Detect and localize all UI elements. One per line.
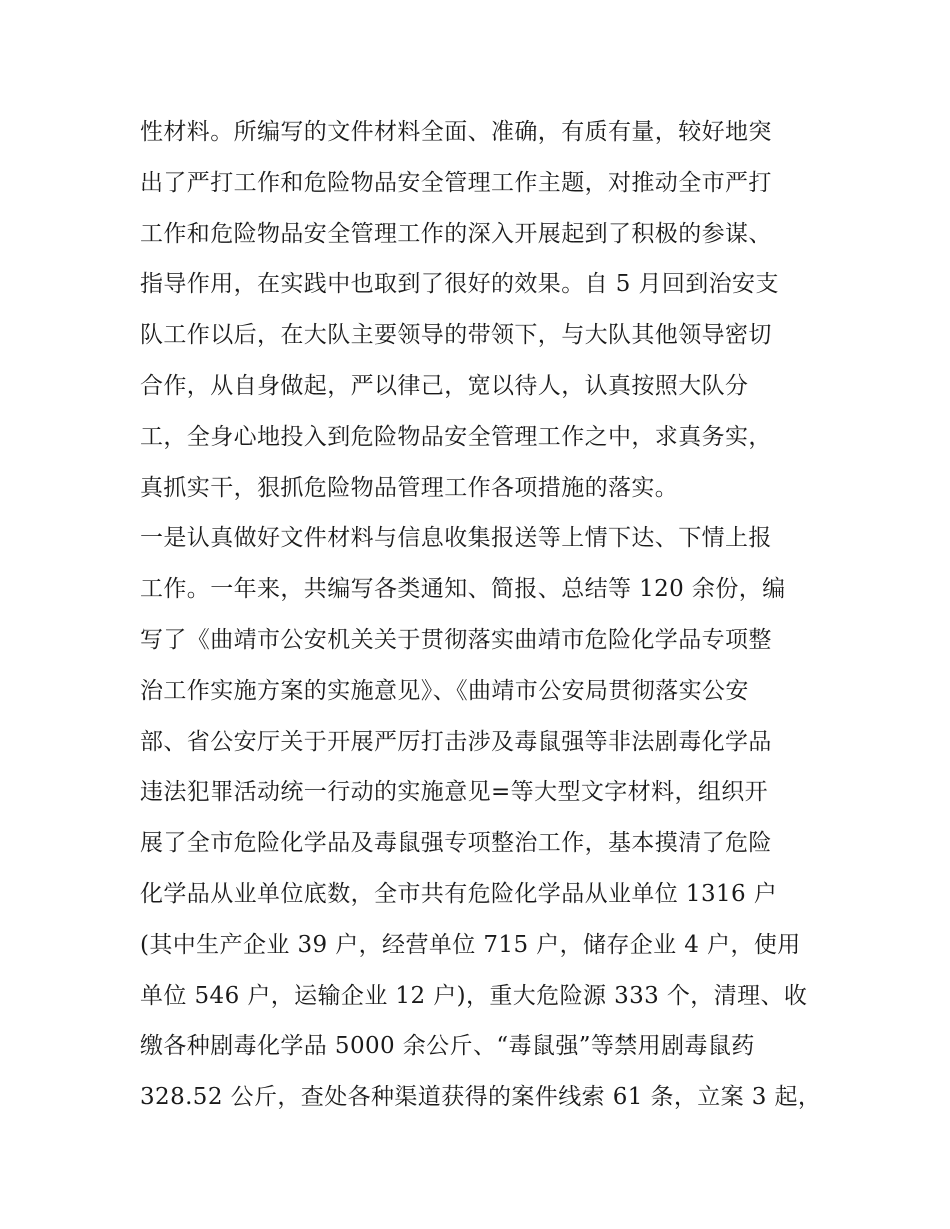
text-line: 出了严打工作和危险物品安全管理工作主题，对推动全市严打: [140, 169, 772, 196]
text-line: 工，全身心地投入到危险物品安全管理工作之中，求真务实，: [140, 423, 772, 450]
text-line: 真抓实干，狠抓危险物品管理工作各项措施的落实。: [140, 474, 679, 501]
text-line: 写了《曲靖市公安机关关于贯彻落实曲靖市危险化学品专项整: [140, 626, 772, 653]
text-line: 化学品从业单位底数，全市共有危险化学品从业单位 1316 户: [140, 880, 778, 907]
text-line: 性材料。所编写的文件材料全面、准确，有质有量，较好地突: [140, 119, 772, 145]
text-line: 单位 546 户，运输企业 12 户)，重大危险源 333 个，清理、收: [140, 982, 808, 1009]
text-line: 328.52 公斤，查处各种渠道获得的案件线索 61 条，立案 3 起，: [140, 1084, 822, 1111]
text-line: 部、省公安厅关于开展严厉打击涉及毒鼠强等非法剧毒化学品: [140, 728, 772, 755]
text-line: (其中生产企业 39 户，经营单位 715 户，储存企业 4 户，使用: [140, 931, 801, 958]
text-line: 缴各种剧毒化学品 5000 余公斤、“毒鼠强”等禁用剧毒鼠药: [140, 1033, 755, 1060]
text-line: 指导作用，在实践中也取到了很好的效果。自 5 月回到治安支: [140, 271, 779, 298]
text-line: 队工作以后，在大队主要领导的带领下，与大队其他领导密切: [140, 322, 772, 349]
text-line: 治工作实施方案的实施意见》、《曲靖市公安局贯彻落实公安: [140, 677, 749, 704]
text-line: 工作。一年来，共编写各类通知、简报、总结等 120 余份，编: [140, 576, 786, 603]
body-text: [140, 107, 820, 1123]
text-line: 一是认真做好文件材料与信息收集报送等上情下达、下情上报: [140, 525, 772, 552]
text-line: 展了全市危险化学品及毒鼠强专项整治工作，基本摸清了危险: [140, 830, 772, 857]
text-line: 工作和危险物品安全管理工作的深入开展起到了积极的参谋、: [140, 220, 772, 247]
text-line: 合作，从自身做起，严以律己，宽以待人，认真按照大队分: [140, 372, 749, 399]
text-line: 违法犯罪活动统一行动的实施意见=等大型文字材料，组织开: [140, 779, 769, 806]
